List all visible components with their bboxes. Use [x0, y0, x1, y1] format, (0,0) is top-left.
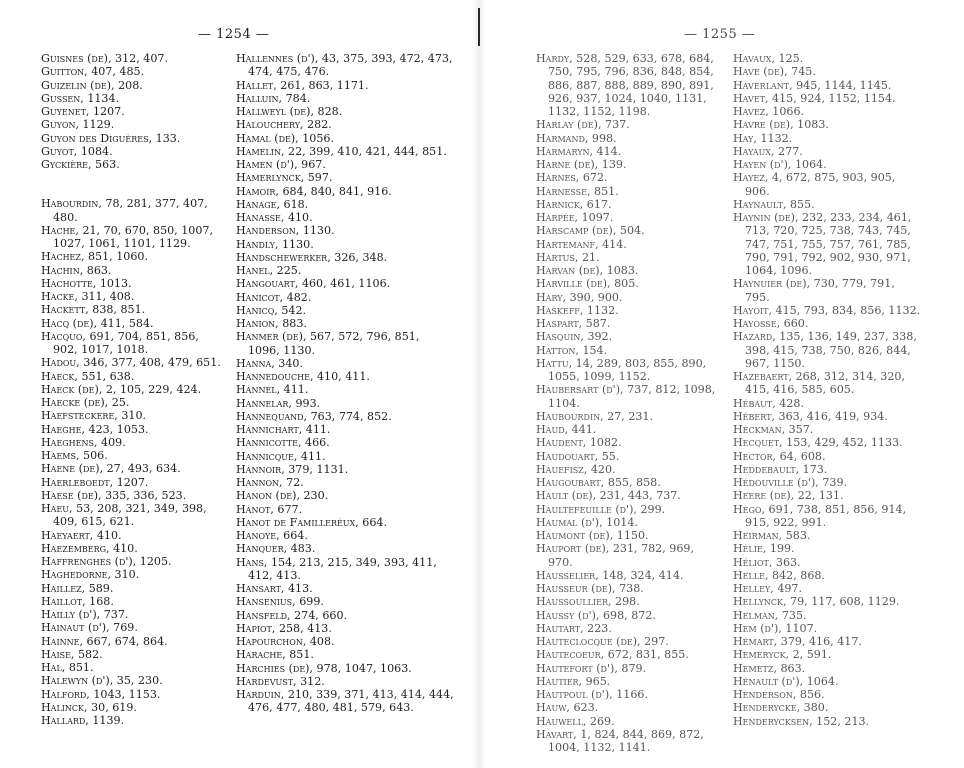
index-entry: Hattu, 14, 289, 803, 855, 890, 1055, 1099, 1152. [536, 356, 707, 383]
index-entry: Harmand, 998. [536, 131, 617, 145]
index-entry: Hauw, 623. [536, 701, 599, 715]
index-entry: Hélie, 199. [733, 542, 795, 556]
index-entry: Haumont (de), 1150. [536, 529, 649, 542]
index-entry: Heirman, 583. [733, 529, 811, 542]
index-entry: Gyckière, 563. [41, 158, 120, 171]
index-column-3 [536, 52, 718, 754]
index-entry: Hapourchon, 408. [236, 635, 335, 648]
column-2-list [236, 52, 454, 715]
index-entry: Harpée, 1097. [536, 211, 614, 224]
index-entry: Hainne, 667, 674, 864. [41, 634, 168, 648]
index-entry: Harchies (de), 978, 1047, 1063. [236, 661, 412, 675]
index-entry: Hausseur (de), 738. [536, 582, 644, 595]
index-entry: Harlay (de), 737. [536, 118, 630, 132]
index-entry: Hansfeld, 274, 660. [236, 608, 348, 622]
index-entry: Hébert, 363, 416, 419, 934. [733, 409, 888, 423]
index-entry: Hallard, 1139. [41, 714, 125, 727]
index-entry: Gussen, 1134. [41, 91, 120, 105]
index-entry: Henderycksen, 152, 213. [733, 714, 870, 728]
index-column-4 [733, 52, 921, 728]
index-column-2 [236, 52, 454, 715]
index-entry: Hachin, 863. [41, 263, 112, 277]
index-entry: Hamerlynck, 597. [236, 171, 333, 185]
index-entry: Guyenet, 1207. [41, 105, 125, 118]
index-entry: Haynault, 855. [733, 197, 815, 211]
column-4-list [733, 52, 921, 728]
index-entry: Haussoullier, 298. [536, 595, 640, 609]
index-entry: Hamen (d'), 967. [236, 158, 326, 171]
index-entry: Hans, 154, 213, 215, 349, 393, 411, 412, 413. [236, 555, 437, 582]
index-entry: Hartemanf, 414. [536, 237, 627, 251]
page-number-right: — 1255 — [684, 27, 756, 42]
index-entry: Helley, 497. [733, 582, 803, 595]
index-entry: Harnes, 672. [536, 171, 608, 185]
index-entry: Hachotte, 1013. [41, 276, 132, 290]
index-entry: Heddebault, 173. [733, 462, 828, 476]
index-entry: Hébaut, 428. [733, 396, 805, 410]
index-entry: Hatton, 154. [536, 343, 608, 357]
index-entry: Hamoir, 684, 840, 841, 916. [236, 184, 392, 198]
index-entry: Heckman, 357. [733, 423, 814, 436]
index-entry: Harville (de), 805. [536, 277, 639, 291]
index-entry: Haezemberg, 410. [41, 541, 138, 555]
index-entry: Hasquin, 392. [536, 330, 613, 344]
index-entry: Hannichart, 411. [236, 423, 331, 436]
index-entry: Haudouart, 55. [536, 449, 620, 463]
index-entry: Hayen (d'), 1064. [733, 158, 827, 171]
index-entry: Harache, 851. [236, 648, 314, 662]
index-entry: Halewyn (d'), 35, 230. [41, 674, 163, 688]
index-entry: Hay, 1132. [733, 131, 793, 145]
index-entry: Hénault (d'), 1064. [733, 674, 839, 688]
index-entry: Guisnes (de), 312, 407. [41, 52, 168, 65]
index-entry: Hemetz, 863. [733, 661, 806, 675]
index-entry: Havet, 415, 924, 1152, 1154. [733, 91, 896, 105]
index-entry: Hecquet, 153, 429, 452, 1133. [733, 436, 903, 450]
index-entry: Haugoubart, 855, 858. [536, 476, 661, 489]
index-entry: Hanicot, 482. [236, 290, 312, 304]
index-entry: Hem (d'), 1107. [733, 621, 818, 635]
index-entry: Hayaux, 277. [733, 144, 803, 158]
index-entry: Hacq (de), 411, 584. [41, 316, 154, 330]
index-entry: Hautpoul (d'), 1166. [536, 688, 648, 701]
index-entry: Hanasse, 410. [236, 211, 313, 224]
index-entry: Haskeff, 1132. [536, 303, 619, 317]
index-entry: Hanel, 225. [236, 264, 302, 277]
index-entry: Hautart, 223. [536, 621, 612, 635]
column-3-list [536, 52, 718, 754]
index-entry: Haynuier (de), 730, 779, 791, 795. [733, 277, 895, 304]
index-entry: Hannon, 72. [236, 476, 304, 489]
index-entry: Haspart, 587. [536, 317, 611, 330]
section-gap [41, 171, 226, 197]
index-entry: Héliot, 363. [733, 555, 801, 569]
index-entry: Hanot, 677. [236, 502, 303, 516]
index-entry: Hemeryck, 2, 591. [733, 648, 832, 662]
index-entry: Guyot, 1084. [41, 144, 113, 158]
index-entry: Hannequand, 763, 774, 852. [236, 409, 392, 423]
index-entry: Haillez, 589. [41, 581, 114, 595]
index-entry: Hausselier, 148, 324, 414. [536, 568, 684, 582]
index-entry: Helman, 735. [733, 608, 807, 622]
index-entry: Haeck, 551, 638. [41, 369, 135, 383]
index-entry: Hanna, 340. [236, 356, 303, 370]
index-entry: Hautefort (d'), 879. [536, 661, 647, 675]
index-entry: Harduin, 210, 339, 371, 413, 414, 444, 476, 477, 480, 481, 579, 643. [236, 688, 454, 715]
index-entry: Haillot, 168. [41, 594, 114, 608]
index-entry: Hamal (de), 1056. [236, 131, 334, 145]
index-entry: Hauport (de), 231, 782, 969, 970. [536, 542, 694, 569]
index-entry: Guyon, 1129. [41, 118, 115, 132]
index-entry: Hardevust, 312. [236, 674, 325, 688]
index-entry: Haghedorne, 310. [41, 568, 140, 582]
index-entry: Hannoir, 379, 1131. [236, 462, 349, 476]
index-entry: Hego, 691, 738, 851, 856, 914, 915, 922, 991. [733, 502, 907, 529]
index-entry: Haene (de), 27, 493, 634. [41, 462, 181, 476]
index-entry: Haeghe, 423, 1053. [41, 422, 149, 436]
index-entry: Handschewerker, 326, 348. [236, 250, 388, 264]
index-entry: Hamelin, 22, 399, 410, 421, 444, 851. [236, 144, 447, 158]
index-entry: Hanoye, 664. [236, 529, 308, 542]
index-entry: Haubourdin, 27, 231. [536, 409, 654, 423]
index-entry: Harvan (de), 1083. [536, 264, 639, 277]
index-entry: Hangouart, 460, 461, 1106. [236, 277, 391, 291]
index-entry: Hanquer, 483. [236, 542, 316, 556]
index-entry: Hal, 851. [41, 661, 94, 674]
page-number-left: — 1254 — [198, 27, 270, 42]
index-entry: Havart, 1, 824, 844, 869, 872, 1004, 1132, 1141. [536, 727, 704, 754]
index-entry: Haeyaert, 410. [41, 528, 122, 542]
index-entry: Harnick, 617. [536, 197, 612, 211]
index-entry: Hacquo, 691, 704, 851, 856, 902, 1017, 1018. [41, 329, 199, 356]
index-entry: Hannel, 411. [236, 383, 309, 397]
index-entry: Henderycke, 380. [733, 701, 829, 715]
index-entry: Handly, 1130. [236, 237, 314, 251]
book-gutter [472, 0, 486, 768]
index-entry: Haumal (d'), 1014. [536, 515, 638, 529]
index-entry: Hellynck, 79, 117, 608, 1129. [733, 595, 900, 609]
index-entry: Hanage, 618. [236, 197, 309, 211]
index-entry: Haverlant, 945, 1144, 1145. [733, 78, 892, 92]
index-entry: Haeck (de), 2, 105, 229, 424. [41, 382, 202, 396]
index-entry: Haeghens, 409. [41, 435, 126, 449]
index-entry: Hanmer (de), 567, 572, 796, 851, 1096, 1130. [236, 330, 420, 357]
index-entry: Hayoit, 415, 793, 834, 856, 1132. [733, 303, 921, 317]
index-entry: Hannelar, 993. [236, 396, 321, 410]
index-entry: Hache, 21, 70, 670, 850, 1007, 1027, 1061, 1101, 1129. [41, 223, 213, 250]
index-entry: Hary, 390, 900. [536, 290, 623, 304]
index-entry: Haefsteckere, 310. [41, 409, 147, 423]
index-column-1 [41, 52, 226, 727]
index-entry: Hainaut (d'), 769. [41, 621, 138, 635]
index-entry: Haems, 506. [41, 449, 108, 462]
index-entry: Haese (de), 335, 336, 523. [41, 488, 187, 502]
index-entry: Handerson, 1130. [236, 224, 335, 238]
index-entry: Hanon (de), 230. [236, 489, 329, 503]
index-entry: Haultefeuille (d'), 299. [536, 502, 666, 516]
index-entry: Haubersart (d'), 737, 812, 1098, 1104. [536, 383, 716, 410]
index-entry: Haud, 441. [536, 423, 597, 436]
index-entry: Hanion, 883. [236, 317, 307, 330]
index-entry: Hanicq, 542. [236, 303, 307, 317]
index-entry: Henderson, 856. [733, 688, 825, 701]
index-entry: Haeu, 53, 208, 321, 349, 398, 409, 615, 621. [41, 502, 207, 529]
column-1-group-h [41, 197, 226, 727]
index-entry: Haffrenghes (d'), 1205. [41, 555, 172, 568]
index-entry: Hanot de Familleréux, 664. [236, 515, 387, 529]
gutter-mark [478, 8, 480, 46]
index-entry: Hémart, 379, 416, 417. [733, 635, 862, 648]
index-entry: Hallweyl (de), 828. [236, 105, 343, 118]
index-entry: Hardy, 528, 529, 633, 678, 684, 750, 795, 796, 836, 848, 854, 886, 887, 888, 889, 890, 891, 926, 937, 1024, 1040, 1131, 1132, 1152, 1198. [536, 52, 714, 118]
index-entry: Havre (de), 1083. [733, 118, 829, 132]
index-entry: Haerleboedt, 1207. [41, 475, 149, 489]
index-entry: Hauefisz, 420. [536, 462, 616, 476]
index-entry: Halinck, 30, 619. [41, 700, 137, 714]
index-entry: Haudent, 1082. [536, 436, 622, 450]
index-entry: Guyon des Diguères, 133. [41, 131, 181, 145]
index-entry: Haecke (de), 25. [41, 396, 130, 409]
index-entry: Hansart, 413. [236, 582, 313, 595]
index-entry: Harscamp (de), 504. [536, 224, 645, 238]
index-entry: Halluin, 784. [236, 91, 311, 105]
index-entry: Hayosse, 660. [733, 317, 809, 330]
index-entry: Habourdin, 78, 281, 377, 407, 480. [41, 197, 208, 224]
index-entry: Hannicque, 411. [236, 449, 326, 463]
index-entry: Guitton, 407, 485. [41, 65, 145, 79]
index-entry: Hartus, 21. [536, 250, 600, 264]
index-entry: Have (de), 745. [733, 65, 816, 79]
index-entry: Harne (de), 139. [536, 158, 627, 171]
index-entry: Heere (de), 22, 131. [733, 489, 844, 503]
index-entry: Hautier, 965. [536, 674, 611, 688]
column-1-group-g [41, 52, 226, 171]
index-entry: Hautecoeur, 672, 831, 855. [536, 648, 689, 662]
index-entry: Hachez, 851, 1060. [41, 250, 148, 264]
index-entry: Hallennes (d'), 43, 375, 393, 472, 473, 474, 475, 476. [236, 52, 453, 79]
index-entry: Hauteclocque (de), 297. [536, 635, 669, 648]
index-entry: Halouchery, 282. [236, 118, 332, 132]
index-entry: Hayez, 4, 672, 875, 903, 905, 906. [733, 171, 896, 198]
index-entry: Hadou, 346, 377, 408, 479, 651. [41, 356, 221, 370]
index-entry: Harmaryn, 414. [536, 144, 622, 158]
index-entry: Halford, 1043, 1153. [41, 687, 161, 701]
index-entry: Harnesse, 851. [536, 184, 619, 198]
index-entry: Haussy (d'), 698, 872. [536, 608, 656, 622]
index-entry: Havez, 1066. [733, 105, 805, 118]
index-entry: Haynin (de), 232, 233, 234, 461, 713, 720, 725, 738, 743, 745, 747, 751, 755, 757, 761, 785, 790, 791, 792, 902, 930, 971, 1064, 1096. [733, 211, 912, 277]
index-entry: Havaux, 125. [733, 52, 804, 65]
index-entry: Hazard, 135, 136, 149, 237, 338, 398, 415, 738, 750, 826, 844, 967, 1150. [733, 330, 917, 370]
index-entry: Hacke, 311, 408. [41, 290, 135, 303]
index-entry: Hauwell, 269. [536, 714, 615, 728]
index-entry: Hapiot, 258, 413. [236, 621, 332, 635]
index-entry: Hazebaert, 268, 312, 314, 320, 415, 416, 585, 605. [733, 370, 906, 397]
index-entry: Hallet, 261, 863, 1171. [236, 78, 369, 92]
index-entry: Haise, 582. [41, 647, 103, 661]
index-entry: Hédouville (d'), 739. [733, 476, 848, 489]
index-entry: Hannedouche, 410, 411. [236, 370, 370, 383]
index-entry: Hailly (d'), 737. [41, 608, 129, 621]
index-entry: Hector, 64, 608. [733, 449, 826, 463]
index-entry: Hansenius, 699. [236, 595, 324, 609]
index-entry: Guizelin (de), 208. [41, 78, 143, 92]
index-entry: Hannicotte, 466. [236, 436, 330, 450]
index-entry: Helle, 842, 868. [733, 568, 825, 582]
index-entry: Hackett, 838, 851. [41, 303, 146, 317]
index-entry: Hault (de), 231, 443, 737. [536, 489, 681, 503]
